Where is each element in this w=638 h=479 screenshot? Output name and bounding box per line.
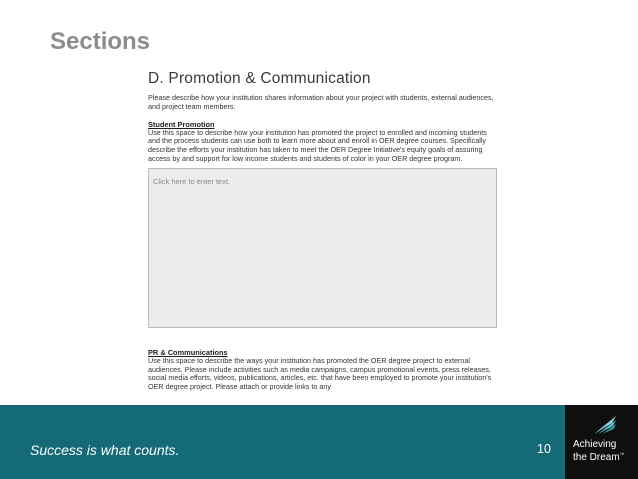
document-screenshot [148, 66, 500, 403]
logo-text-line2-main: the Dream [573, 452, 620, 463]
student-promotion-instructions: Use this space to describe how your institution has promoted the project to enrolled and incoming students and the process students can use both to learn more about and enroll in OER degree courses. Specifically describe the efforts your institution has taken to meet the OER Degree Initiative's equity goals of assuring access by and support for low income students and students of color in your OER degree program. [148, 127, 487, 163]
footer-band [0, 405, 638, 479]
pr-communications-label: PR & Communications [148, 347, 228, 357]
page-number: 10 [537, 442, 551, 456]
trademark-symbol: ™ [619, 452, 625, 457]
section-intro: Please describe how your institution shares information about your project with students, external audiences, and project team members. [148, 93, 494, 111]
achieving-the-dream-logo [565, 405, 638, 479]
pr-communications-instructions: Use this space to describe the ways your institution has promoted the OER degree project to external audiences. Please include activities such as media campaigns, campus promotional events, press releases, social media efforts, videos, publications, articles, etc. that have been employed to promote your institution's OER degree project. Please attach or provide links to any [148, 355, 492, 392]
section-heading: D. Promotion & Communication [148, 70, 371, 87]
tagline: Success is what counts. [30, 442, 180, 458]
slide-title: Sections [50, 28, 151, 55]
student-promotion-text-field[interactable] [148, 168, 497, 328]
logo-text-line1: Achieving [573, 439, 617, 450]
student-promotion-label: Student Promotion [148, 119, 215, 129]
logo-text-line2 [573, 452, 624, 463]
logo-mark-icon [592, 414, 618, 436]
text-field-placeholder: Click here to enter text. [153, 176, 231, 186]
